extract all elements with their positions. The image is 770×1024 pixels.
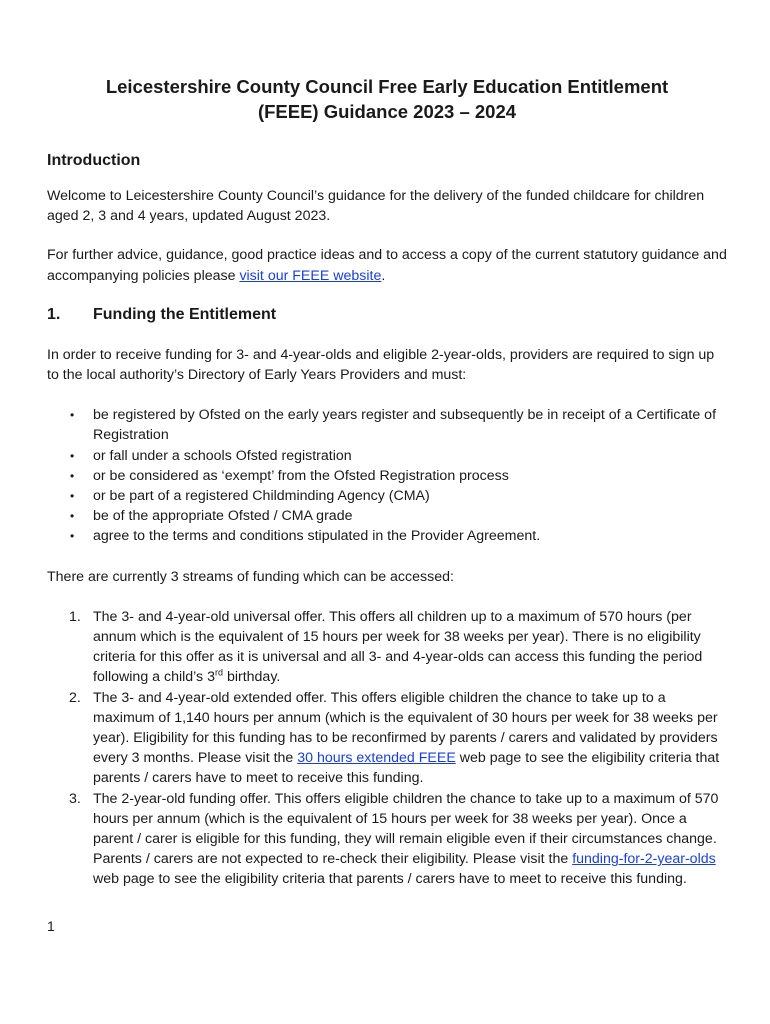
document-title [47,74,727,124]
list-item [47,486,727,506]
page-number: 1 [47,918,55,934]
item-number: 3. [69,790,81,807]
bullet-icon: • [70,468,75,483]
section-1-heading [47,305,727,325]
feee-website-link[interactable]: visit our FEEE website [239,267,382,284]
list-item [47,466,727,486]
list-item [47,789,727,890]
list-item-text: or be part of a registered Childminding Agency (CMA) [93,488,430,505]
title-line-2: (FEEE) Guidance 2023 – 2024 [257,101,517,122]
30-hours-extended-feee-link[interactable]: 30 hours extended FEEE [297,750,456,767]
list-item [47,607,727,688]
list-item-text: be of the appropriate Ofsted / CMA grade [93,508,353,525]
bullet-icon: • [70,448,75,463]
advice-paragraph [47,245,727,285]
section-1-paragraph: In order to receive funding for 3- and 4-year-olds and eligible 2-year-olds, providers are required to sign up to the local authority’s Directory of Early Years Providers and must: [47,346,715,384]
ordinal-suffix: rd [214,667,223,678]
bullet-icon: • [70,509,75,524]
item-text: The 2-year-old funding offer. This offers eligible children the chance to take up to a maximum of 570 hours per annum (which is the equivalent of 15 hours per week for 38 weeks per year). Once a parent / carer is eligible for this funding, they will remain eligible even if their circumstances change. Parents / carers are not expected to re-check their eligibility. Please visit the [93,790,719,868]
funding-for-2-year-olds-link[interactable]: funding-for-2-year-olds [572,851,716,868]
section-title: Funding the Entitlement [93,305,277,323]
list-item [47,446,727,466]
streams-intro: There are currently 3 streams of funding which can be accessed: [47,568,454,585]
funding-streams-list [47,607,727,890]
item-text-end: web page to see the eligibility criteria that parents / carers have to meet to receive this funding. [93,750,720,787]
requirements-list [47,405,727,546]
item-text-end: web page to see the eligibility criteria that parents / carers have to meet to receive this funding. [93,871,687,888]
list-item-text: or be considered as ‘exempt’ from the Ofsted Registration process [93,467,509,484]
intro-paragraph: Welcome to Leicestershire County Council’s guidance for the delivery of the funded childcare for children aged 2, 3 and 4 years, updated August 2023. [47,188,705,225]
title-line-1: Leicestershire County Council Free Early Education Entitlement [105,76,669,97]
intro-heading: Introduction [47,152,141,169]
list-item-text: be registered by Ofsted on the early years register and subsequently be in receipt of a Certificate of Registration [93,407,717,444]
section-number: 1. [47,305,61,323]
bullet-icon: • [70,529,75,544]
item-text: The 3- and 4-year-old extended offer. This offers eligible children the chance to take up to a maximum of 1,140 hours per annum (which is the equivalent of 30 hours per week for 38 weeks per year). Eligibility for this funding has to be reconfirmed by parents / carers and validated by providers every 3 months. Please visit the [93,689,718,767]
list-item [47,506,727,526]
item-number: 1. [69,608,81,625]
list-item-text: or fall under a schools Ofsted registration [93,447,352,464]
bullet-icon: • [70,408,75,423]
list-item [47,688,727,789]
item-number: 2. [69,689,81,706]
document-page [47,74,727,890]
list-item-text: agree to the terms and conditions stipulated in the Provider Agreement. [93,528,541,545]
item-text-end: birthday. [223,669,281,686]
bullet-icon: • [70,489,75,504]
list-item [47,405,727,445]
advice-text-end: . [381,267,386,284]
advice-text: For further advice, guidance, good practice ideas and to access a copy of the current statutory guidance and accompanying policies please [47,247,727,284]
list-item [47,526,727,546]
item-text: The 3- and 4-year-old universal offer. This offers all children up to a maximum of 570 hours (per annum which is the equivalent of 15 hours per week for 38 weeks per year). There is no eligibility criteria for this offer as it is universal and all 3- and 4-year-olds can access this funding the period following a child’s 3 [93,608,703,686]
